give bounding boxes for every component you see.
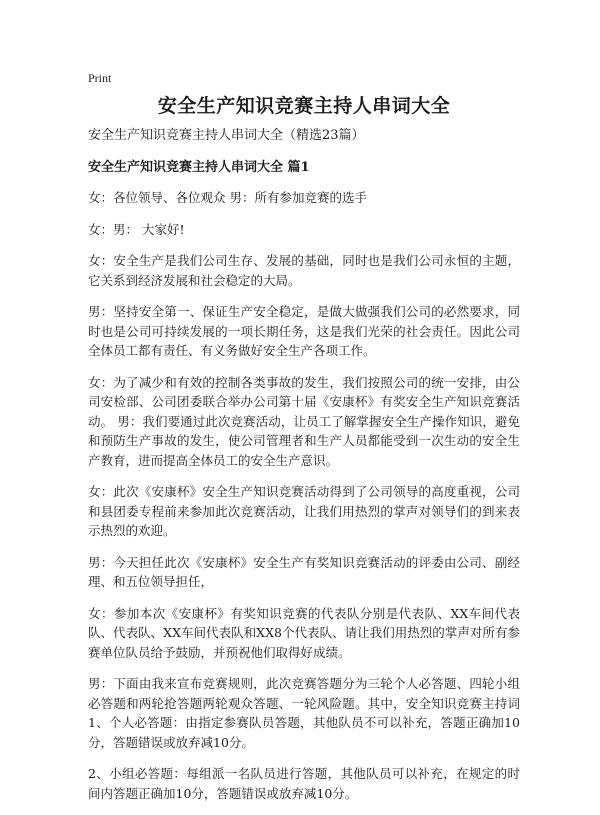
document-subtitle: 安全生产知识竞赛主持人串词大全（精选23篇） [88, 128, 365, 143]
paragraph: 女：参加本次《安康杯》有奖知识竞赛的代表队分别是代表队、XX车间代表队、代表队、XX车间代表队和XX8个代表队、请让我们用热烈的掌声对所有参赛单位队员给予鼓励，并预祝他们取得好成绩。 [88, 605, 520, 660]
paragraph: 女：此次《安康杯》安全生产知识竞赛活动得到了公司领导的高度重视，公司和县团委专程前来参加此次竞赛活动，让我们用热烈的掌声对领导们的到来表示热烈的欢迎。 [88, 484, 520, 538]
paragraph: 男：今天担任此次《安康杯》安全生产有奖知识竞赛活动的评委由公司、副经理、和五位领导担任， [88, 554, 520, 589]
section-heading: 安全生产知识竞赛主持人串词大全 篇1 [88, 160, 310, 175]
paragraph: 女：为了减少和有效的控制各类事故的发生，我们按照公司的统一安排，由公司安检部、公司团委联合举办公司第十届《安康杯》有奖安全生产知识竞赛活动。 男：我们要通过此次竞赛活动，让员工了解掌握安全生产操作知识，避免和预防生产事故的发生，使公司管理者和生产人员都能受到一次生动的安全生产教育，进而提高全体员工的安全生产意识。 [88, 374, 520, 468]
document-page [88, 70, 520, 815]
paragraph: 女：各位领导、各位观众 男：所有参加竞赛的选手 [88, 190, 367, 205]
paragraph: 2、小组必答题：每组派一名队员进行答题，其他队员可以补充，在规定的时间内答题正确加10分，答题错误或放弃减10分。 [88, 766, 520, 801]
document-title: 安全生产知识竞赛主持人串词大全 [157, 95, 451, 117]
paragraph: 女：男： 大家好! [88, 221, 185, 237]
print-link[interactable]: Print [88, 71, 112, 85]
paragraph: 男：下面由我来宣布竞赛规则，此次竞赛答题分为三轮个人必答题、四轮小组必答题和两轮抢答题两轮观众答题、一轮风险题。其中，安全知识竞赛主持词1、个人必答题：由指定参赛队员答题，其他队员不可以补充，答题正确加10分，答题错误或放弃减10分。 [88, 676, 520, 750]
paragraph: 男：坚持安全第一、保证生产安全稳定，是做大做强我们公司的必然要求，同时也是公司可持续发展的一项长期任务，这是我们光荣的社会责任。因此公司全体员工都有责任、有义务做好安全生产各项工作。 [88, 304, 520, 358]
paragraph: 女：安全生产是我们公司生存、发展的基础，同时也是我们公司永恒的主题，它关系到经济发展和社会稳定的大局。 [88, 253, 520, 288]
